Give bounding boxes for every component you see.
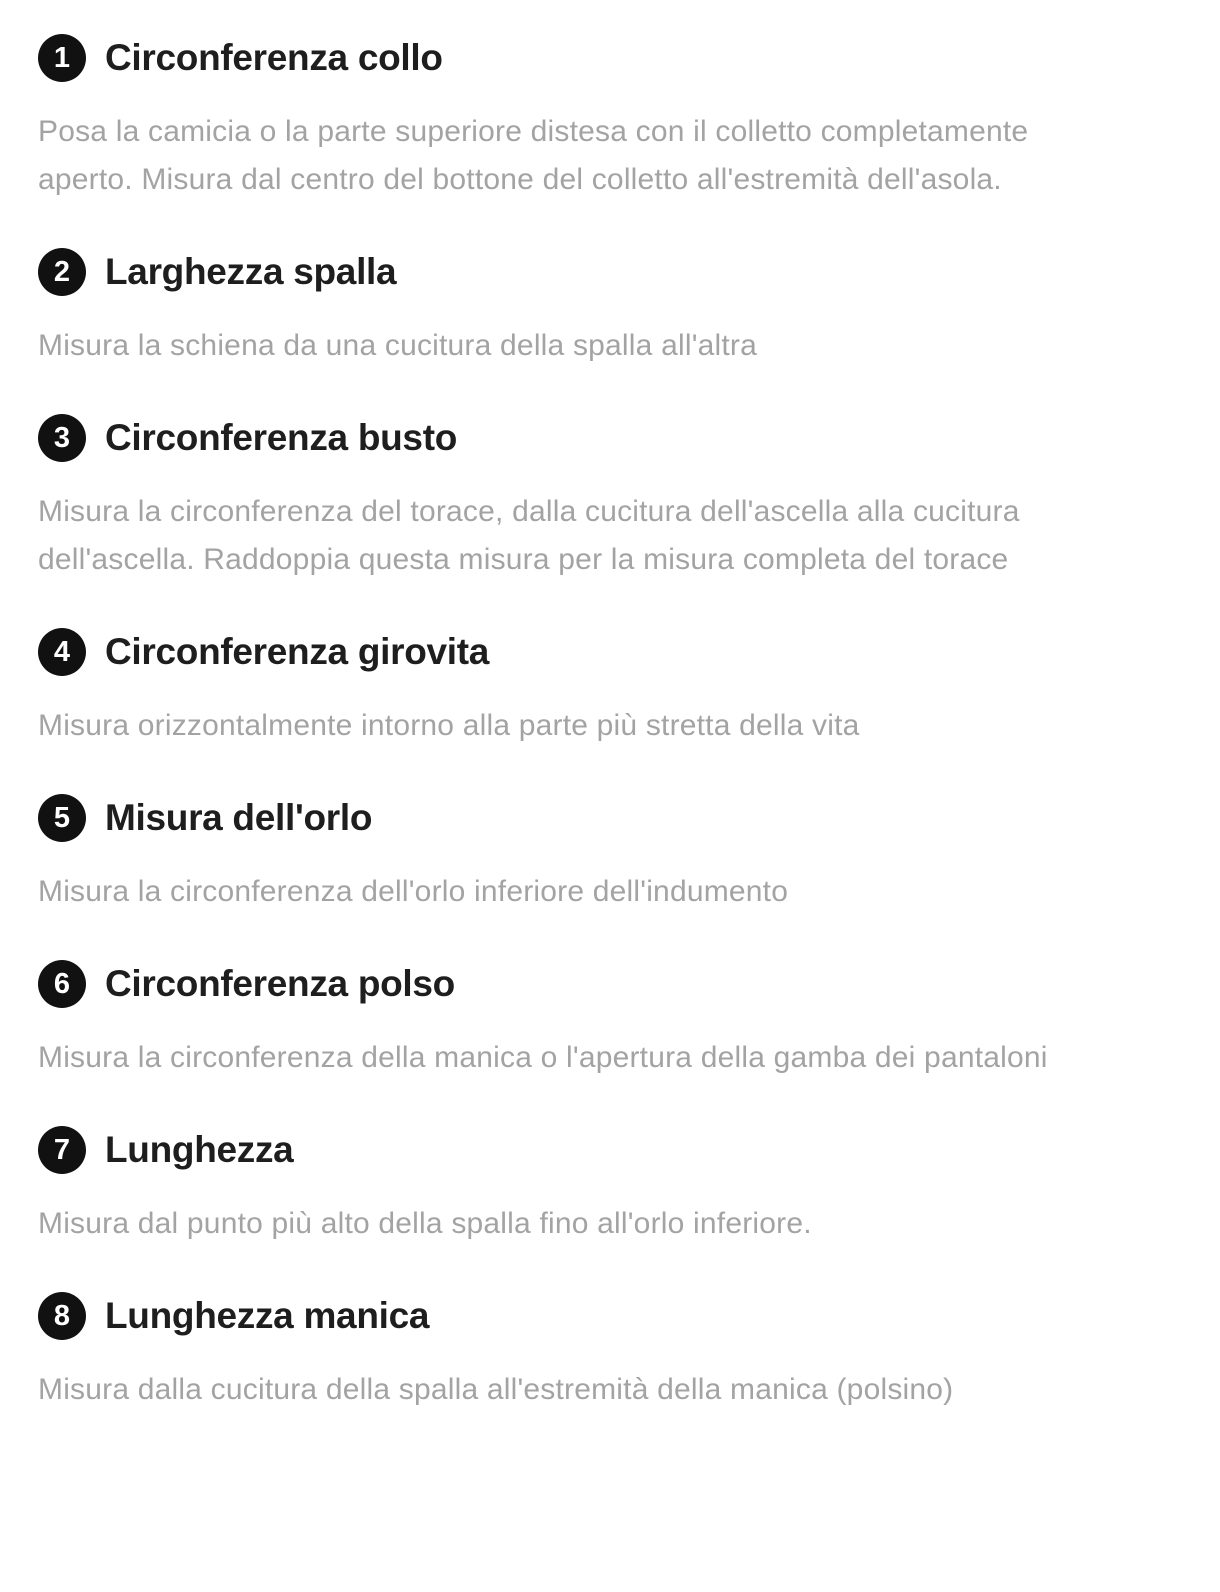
measure-section <box>38 1126 1182 1248</box>
measurement-sections-list <box>38 34 1182 1414</box>
step-number-badge <box>38 414 86 462</box>
section-title: Circonferenza polso <box>105 963 455 1004</box>
section-title: Lunghezza manica <box>105 1295 430 1336</box>
step-number-badge <box>38 960 86 1008</box>
section-description: Misura la circonferenza dell'orlo inferiore dell'indumento <box>38 875 789 908</box>
step-number: 8 <box>53 1299 71 1332</box>
measure-section <box>38 794 1182 916</box>
step-number: 3 <box>53 421 71 454</box>
measure-section <box>38 1292 1182 1414</box>
step-number-badge <box>38 794 86 842</box>
step-number: 1 <box>53 41 71 74</box>
measure-section <box>38 414 1182 584</box>
measure-section <box>38 960 1182 1082</box>
section-header <box>38 794 1182 842</box>
section-description: Misura orizzontalmente intorno alla parte più stretta della vita <box>38 709 860 742</box>
section-header <box>38 628 1182 676</box>
section-title: Lunghezza <box>105 1129 294 1170</box>
measure-section <box>38 248 1182 370</box>
section-description: Misura la circonferenza del torace, dalla cucitura dell'ascella alla cucitura dell'ascella. Raddoppia questa misura per la misura completa del torace <box>38 495 1020 576</box>
section-title: Circonferenza collo <box>105 37 443 78</box>
step-number-badge <box>38 248 86 296</box>
section-header <box>38 34 1182 82</box>
section-header <box>38 960 1182 1008</box>
section-description: Misura dalla cucitura della spalla all'estremità della manica (polsino) <box>38 1373 954 1406</box>
section-description: Misura la circonferenza della manica o l'apertura della gamba dei pantaloni <box>38 1041 1048 1074</box>
step-number: 2 <box>53 255 71 288</box>
section-header <box>38 248 1182 296</box>
measure-section <box>38 34 1182 204</box>
section-title: Misura dell'orlo <box>105 797 373 838</box>
section-description: Posa la camicia o la parte superiore distesa con il colletto completamente aperto. Misura dal centro del bottone del colletto all'estremità dell'asola. <box>38 115 1029 196</box>
step-number-badge <box>38 34 86 82</box>
section-title: Circonferenza girovita <box>105 631 490 672</box>
step-number-badge <box>38 1126 86 1174</box>
section-header <box>38 1126 1182 1174</box>
step-number: 5 <box>53 801 71 834</box>
step-number-badge <box>38 1292 86 1340</box>
step-number: 6 <box>53 967 71 1000</box>
section-title: Larghezza spalla <box>105 251 397 292</box>
step-number: 4 <box>53 635 71 668</box>
section-description: Misura dal punto più alto della spalla fino all'orlo inferiore. <box>38 1207 812 1240</box>
section-title: Circonferenza busto <box>105 417 458 458</box>
step-number-badge <box>38 628 86 676</box>
step-number: 7 <box>53 1133 71 1166</box>
measure-section <box>38 628 1182 750</box>
section-header <box>38 1292 1182 1340</box>
section-header <box>38 414 1182 462</box>
section-description: Misura la schiena da una cucitura della spalla all'altra <box>38 329 757 362</box>
